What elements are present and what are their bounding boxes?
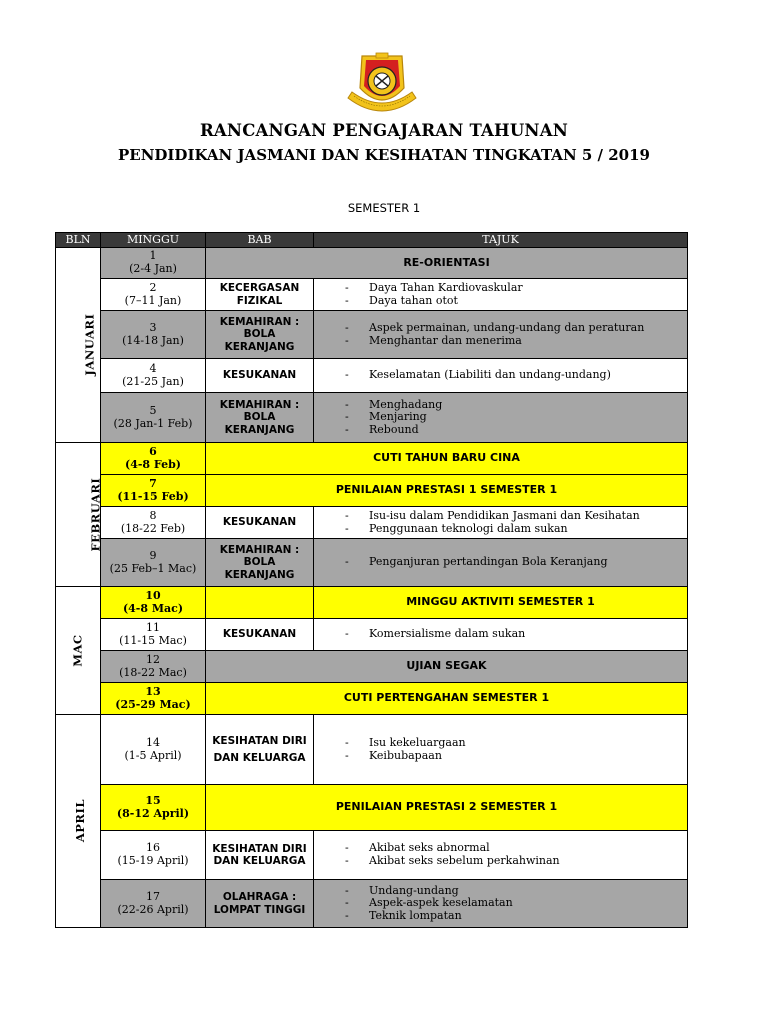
topic-item: - Komersialisme dalam sukan bbox=[345, 628, 684, 641]
month-cell-januari bbox=[56, 248, 101, 443]
week-number: 11 bbox=[146, 620, 160, 634]
bab-cell: KESIHATAN DIRI DAN KELUARGA bbox=[206, 715, 314, 785]
topic-item: - Undang-undang bbox=[345, 885, 684, 898]
table-row bbox=[56, 539, 688, 587]
week-dates: (11-15 Mac) bbox=[119, 633, 187, 647]
topics-cell bbox=[314, 507, 688, 539]
week-dates: (28 Jan-1 Feb) bbox=[113, 416, 193, 430]
week-number: 2 bbox=[149, 280, 157, 294]
bab-cell: KECERGASAN FIZIKAL bbox=[206, 279, 314, 311]
topic-item: - Keselamatan (Liabiliti dan undang-undang) bbox=[345, 369, 684, 382]
week-dates: (1-5 April) bbox=[124, 748, 182, 762]
table-row bbox=[56, 651, 688, 683]
table-row bbox=[56, 831, 688, 880]
topic-item: - Daya tahan otot bbox=[345, 295, 684, 308]
table-row bbox=[56, 587, 688, 619]
week-cell bbox=[101, 311, 206, 359]
topic-item: - Daya Tahan Kardiovaskular bbox=[345, 282, 684, 295]
week-dates: (21-25 Jan) bbox=[122, 374, 184, 388]
table-row bbox=[56, 715, 688, 785]
topic-item: - Akibat seks sebelum perkahwinan bbox=[345, 855, 684, 868]
table-row bbox=[56, 507, 688, 539]
week-cell bbox=[101, 619, 206, 651]
table-row bbox=[56, 443, 688, 475]
week-cell bbox=[101, 359, 206, 393]
month-cell-februari bbox=[56, 443, 101, 587]
topics-cell bbox=[314, 279, 688, 311]
week-cell bbox=[101, 248, 206, 279]
week-cell bbox=[101, 683, 206, 715]
week-cell bbox=[101, 539, 206, 587]
bab-cell: KEMAHIRAN : BOLA KERANJANG bbox=[206, 311, 314, 359]
week-dates: (22-26 April) bbox=[117, 902, 189, 916]
week-number: 1 bbox=[149, 249, 157, 263]
topics-cell bbox=[314, 619, 688, 651]
week-cell bbox=[101, 715, 206, 785]
topics-cell bbox=[314, 715, 688, 785]
topic-item: - Aspek-aspek keselamatan bbox=[345, 897, 684, 910]
topic-item: - Menghadang bbox=[345, 399, 684, 412]
week-dates: (7–11 Jan) bbox=[124, 293, 182, 307]
week-dates: (4-8 Feb) bbox=[124, 457, 181, 471]
week-number: 15 bbox=[145, 793, 161, 807]
topic-item: - Menjaring bbox=[345, 411, 684, 424]
topics-cell bbox=[314, 393, 688, 443]
topics-cell bbox=[314, 880, 688, 928]
week-cell bbox=[101, 475, 206, 507]
topics-cell bbox=[314, 831, 688, 880]
semester-label: SEMESTER 1 bbox=[347, 201, 421, 215]
table-row bbox=[56, 311, 688, 359]
column-header-bln: BLN bbox=[56, 233, 101, 248]
document-subtitle: PENDIDIKAN JASMANI DAN KESIHATAN TINGKATAN 5 / 2019 bbox=[117, 146, 650, 164]
topic-item: - Isu-isu dalam Pendidikan Jasmani dan Kesihatan bbox=[345, 510, 684, 523]
week-cell bbox=[101, 587, 206, 619]
event-cell: CUTI PERTENGAHAN SEMESTER 1 bbox=[206, 683, 688, 715]
week-number: 5 bbox=[149, 403, 157, 417]
week-dates: (25-29 Mac) bbox=[115, 697, 191, 711]
week-number: 14 bbox=[146, 735, 160, 749]
month-label: MAC bbox=[70, 634, 85, 667]
month-label: APRIL bbox=[72, 799, 87, 843]
table-row bbox=[56, 785, 688, 831]
week-dates: (25 Feb–1 Mac) bbox=[109, 561, 197, 575]
week-cell bbox=[101, 507, 206, 539]
week-cell bbox=[101, 880, 206, 928]
week-number: 4 bbox=[149, 361, 157, 375]
bab-cell: KESUKANAN bbox=[206, 359, 314, 393]
table-row bbox=[56, 880, 688, 928]
topics-cell bbox=[314, 359, 688, 393]
week-number: 12 bbox=[146, 652, 160, 666]
month-cell-mac bbox=[56, 587, 101, 715]
week-cell bbox=[101, 785, 206, 831]
month-label: FEBRUARI bbox=[88, 477, 103, 552]
week-dates: (8-12 April) bbox=[116, 806, 190, 820]
week-number: 16 bbox=[146, 841, 160, 855]
topic-item: - Teknik lompatan bbox=[345, 910, 684, 923]
event-cell: UJIAN SEGAK bbox=[206, 651, 688, 683]
topic-item: - Menghantar dan menerima bbox=[345, 335, 684, 348]
column-header-bab: BAB bbox=[206, 233, 314, 248]
week-cell bbox=[101, 393, 206, 443]
bab-cell: KESUKANAN bbox=[206, 619, 314, 651]
week-dates: (2-4 Jan) bbox=[129, 262, 177, 275]
document-title: RANCANGAN PENGAJARAN TAHUNAN bbox=[200, 121, 568, 140]
table-row bbox=[56, 619, 688, 651]
table-row bbox=[56, 248, 688, 279]
week-cell bbox=[101, 831, 206, 880]
week-number: 13 bbox=[145, 684, 161, 698]
school-crest-logo bbox=[340, 48, 424, 120]
event-cell: MINGGU AKTIVITI SEMESTER 1 bbox=[314, 587, 688, 619]
week-dates: (18-22 Mac) bbox=[119, 665, 187, 679]
event-cell: RE-ORIENTASI bbox=[206, 248, 688, 279]
week-number: 9 bbox=[149, 548, 157, 562]
month-cell-april bbox=[56, 715, 101, 928]
topic-item: - Akibat seks abnormal bbox=[345, 842, 684, 855]
event-cell: CUTI TAHUN BARU CINA bbox=[206, 443, 688, 475]
week-number: 6 bbox=[149, 444, 157, 458]
week-dates: (4-8 Mac) bbox=[122, 601, 184, 615]
week-number: 17 bbox=[146, 889, 160, 903]
topic-item: - Isu kekeluargaan bbox=[345, 737, 684, 750]
week-dates: (14-18 Jan) bbox=[122, 333, 184, 347]
week-number: 3 bbox=[149, 320, 157, 334]
topic-item: - Penggunaan teknologi dalam sukan bbox=[345, 523, 684, 536]
week-dates: (15-19 April) bbox=[117, 854, 189, 867]
topic-item: - Aspek permainan, undang-undang dan peraturan bbox=[345, 322, 684, 335]
table-row bbox=[56, 475, 688, 507]
bab-cell: KEMAHIRAN : BOLA KERANJANG bbox=[206, 393, 314, 443]
table-row bbox=[56, 393, 688, 443]
week-cell bbox=[101, 443, 206, 475]
event-cell: PENILAIAN PRESTASI 1 SEMESTER 1 bbox=[206, 475, 688, 507]
table-header-row bbox=[56, 233, 688, 248]
table-row bbox=[56, 359, 688, 393]
topics-cell bbox=[314, 311, 688, 359]
bab-cell: KEMAHIRAN : BOLA KERANJANG bbox=[206, 539, 314, 587]
empty-bab-cell bbox=[206, 587, 314, 619]
week-dates: (18-22 Feb) bbox=[120, 521, 186, 535]
column-header-tajuk: TAJUK bbox=[314, 233, 688, 248]
week-cell bbox=[101, 279, 206, 311]
week-number: 8 bbox=[149, 508, 157, 522]
week-number: 7 bbox=[149, 476, 157, 490]
event-cell: PENILAIAN PRESTASI 2 SEMESTER 1 bbox=[206, 785, 688, 831]
bab-cell: OLAHRAGA : LOMPAT TINGGI bbox=[206, 880, 314, 928]
week-cell bbox=[101, 651, 206, 683]
bab-cell: KESIHATAN DIRI DAN KELUARGA bbox=[206, 831, 314, 880]
topic-item: - Keibubapaan bbox=[345, 750, 684, 763]
week-dates: (11-15 Feb) bbox=[117, 489, 189, 503]
teaching-plan-table bbox=[55, 232, 688, 928]
table-row bbox=[56, 683, 688, 715]
column-header-minggu: MINGGU bbox=[101, 233, 206, 248]
week-number: 10 bbox=[145, 588, 161, 602]
topic-item: - Penganjuran pertandingan Bola Keranjang bbox=[345, 556, 684, 569]
table-row bbox=[56, 279, 688, 311]
bab-cell: KESUKANAN bbox=[206, 507, 314, 539]
topics-cell bbox=[314, 539, 688, 587]
month-label: JANUARI bbox=[82, 313, 97, 376]
topic-item: - Rebound bbox=[345, 424, 684, 437]
